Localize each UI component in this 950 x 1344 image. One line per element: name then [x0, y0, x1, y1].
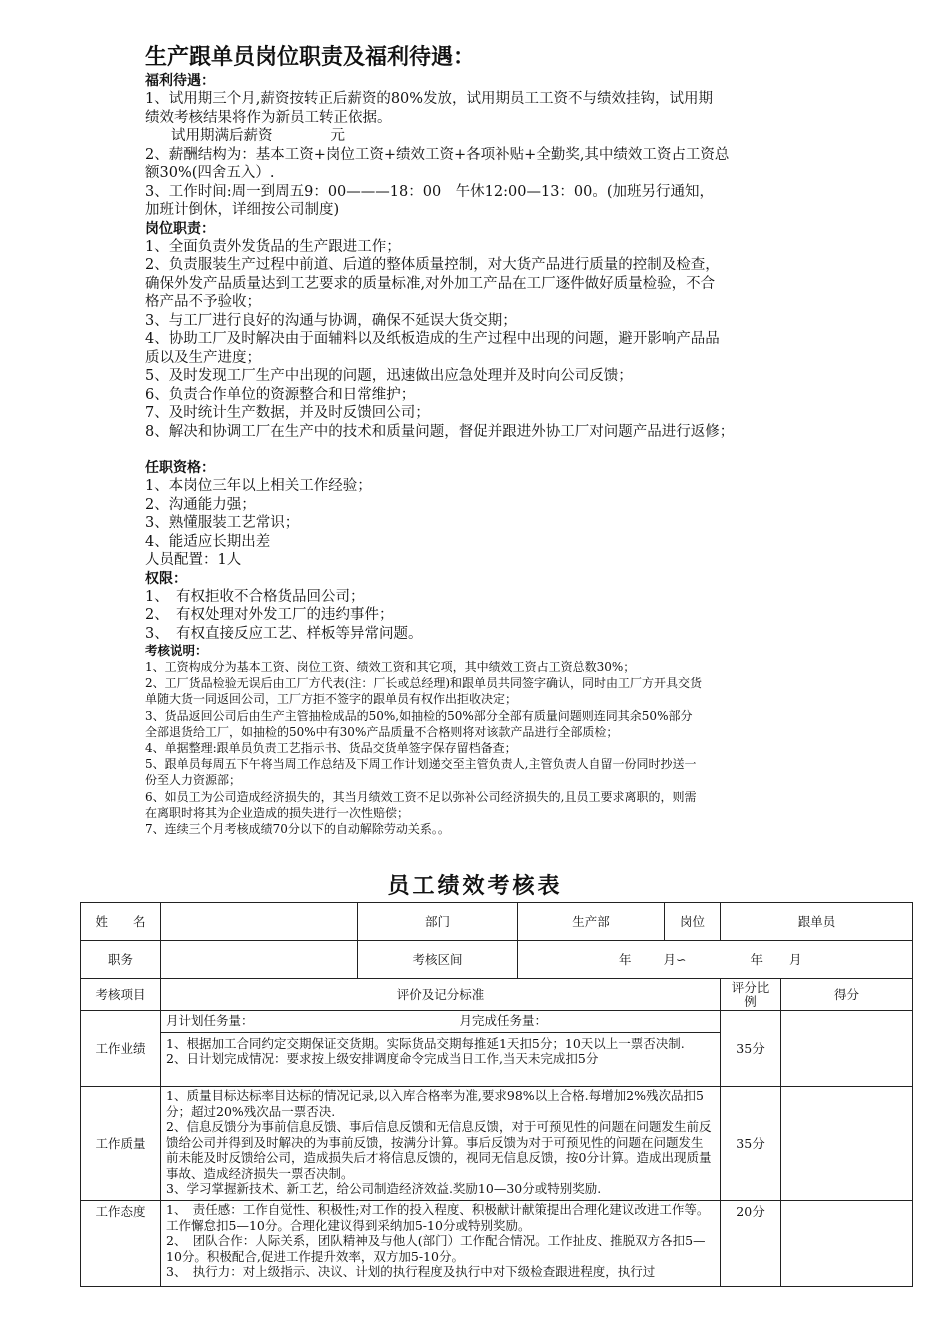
- qualification-line: 2、沟通能力强；: [145, 496, 256, 513]
- duty-line: 7、及时统计生产数据，并及时反馈回公司；: [145, 405, 430, 421]
- assessment-line: 5、跟单员每周五下午将当周工作总结及下周工作计划递交至主管负责人,主管负责人自留一份同时抄送一: [145, 757, 697, 772]
- assessment-line: 份至人力资源部；: [145, 773, 242, 788]
- duty-line: 8、解决和协调工厂在生产中的技术和质量问题，督促并跟进外协工厂对问题产品进行返修；: [145, 423, 735, 440]
- task-volume-line: [161, 1013, 720, 1033]
- post-label: 岗位: [665, 903, 721, 941]
- header-standard: 评价及记分标准: [161, 979, 721, 1011]
- duty-line: 2、负责服装生产过程中前道、后道的整体质量控制，对大货产品进行质量的控制及检查，: [145, 257, 720, 273]
- standard-performance: [161, 1011, 721, 1087]
- table-row: [81, 1011, 913, 1087]
- score-performance[interactable]: [781, 1011, 913, 1087]
- assessment-line: 在离职时将其为企业造成的损失进行一次性赔偿；: [145, 805, 410, 820]
- welfare-line: 绩效考核结果将作为新员工转正依据。: [145, 109, 392, 126]
- qualification-line: 4、能适应长期出差: [145, 533, 271, 550]
- assessment-line: 2、工厂货品检验无误后由工厂方代表(注：厂长或总经理)和跟单员共同签字确认，同时由工厂方开具交货: [145, 676, 703, 691]
- assessment-line: 单随大货一同返回公司，工厂方拒不签字的跟单员有权作出拒收决定；: [145, 692, 518, 707]
- dept-label: 部门: [358, 903, 518, 941]
- ratio-quality: 35分: [721, 1087, 781, 1201]
- standard-attitude: [161, 1201, 721, 1287]
- table-row: [81, 1087, 913, 1201]
- duty-line: 3、与工厂进行良好的沟通与协调，确保不延误大货交期；: [145, 312, 517, 329]
- header-item: 考核项目: [81, 979, 161, 1011]
- period-month-start: 月∽: [663, 951, 687, 967]
- welfare-line: 额30%(四舍五入）.: [145, 165, 275, 181]
- standard-line: 3、学习掌握新技术、新工艺，给公司制造经济效益.奖励10—30分或特别奖励.: [166, 1181, 602, 1196]
- duty-line: 格产品不予验收；: [145, 294, 261, 310]
- job-label: 职务: [81, 941, 161, 979]
- duties-heading: 岗位职责：: [145, 220, 215, 237]
- assessment-line: 全部退货给工厂，如抽检的50%中有30%产品质量不合格则将对该款产品进行全部质检；: [145, 724, 619, 739]
- standard-line: 2、日计划完成情况：要求按上级安排调度命令完成当日工作,当天未完成扣5分: [166, 1051, 599, 1066]
- duty-line: 质以及生产进度；: [145, 349, 261, 366]
- welfare-line: 2、薪酬结构为：基本工资+岗位工资+绩效工资+各项补贴+全勤奖,其中绩效工资占工资总: [145, 146, 730, 163]
- item-performance: 工作业绩: [81, 1011, 161, 1087]
- ratio-attitude: 20分: [721, 1201, 781, 1287]
- assessment-line: 6、如员工为公司造成经济损失的，其当月绩效工资不足以弥补公司经济损失的,且员工要求离职的，则需: [145, 789, 697, 804]
- standard-line: 1、质量目标达标率目达标的情况记录,以入库合格率为准,要求98%以上合格.每增加2%残次品扣5分；超过20%残次品一票否决.: [166, 1088, 704, 1119]
- assessment-heading: 考核说明：: [145, 643, 208, 658]
- period-value[interactable]: [518, 941, 913, 979]
- qualifications-heading: 任职资格：: [145, 460, 215, 476]
- table-header-row: [81, 979, 913, 1011]
- score-attitude[interactable]: [781, 1201, 913, 1287]
- dept-value: 生产部: [518, 903, 665, 941]
- duty-line: 4、协助工厂及时解决由于面辅料以及纸板造成的生产过程中出现的问题，避开影响产品品: [145, 331, 720, 347]
- table-row: [81, 903, 913, 941]
- header-score: 得分: [781, 979, 913, 1011]
- post-value: 跟单员: [721, 903, 913, 941]
- plan-task-label: 月计划任务量：: [166, 1013, 254, 1028]
- standard-line: 2、 团队合作：人际关系，团队精神及与他人(部门）工作配合情况。工作扯皮、推脱双方各扣5—10分。积极配合,促进工作提升效率，双方加5-10分。: [166, 1233, 706, 1264]
- standard-line: 1、 责任感：工作自觉性、积极性;对工作的投入程度、积极献计献策提出合理化建议改进工作等。工作懈怠扣5—10分。合理化建议得到采纳加5-10分或特别奖励。: [166, 1202, 710, 1233]
- table-row: [81, 941, 913, 979]
- period-year-end: 年: [750, 951, 764, 967]
- qualification-line: 3、熟懂服装工艺常识；: [145, 515, 300, 531]
- duty-line: 6、负责合作单位的资源整合和日常维护；: [145, 386, 416, 403]
- authority-line: 3、 有权直接反应工艺、样板等异常问题。: [145, 625, 423, 642]
- welfare-line: 试用期满后薪资 元: [171, 128, 345, 144]
- staffing-line: 人员配置：1人: [145, 552, 242, 568]
- welfare-line: 3、工作时间:周一到周五9：00———18：00 午休12:00—13：00。(加班另行通知，: [145, 183, 715, 200]
- done-task-label: 月完成任务量：: [459, 1013, 548, 1028]
- assessment-line: 1、工资构成分为基本工资、岗位工资、绩效工资和其它项，其中绩效工资占工资总数30%；: [145, 660, 636, 674]
- table-title: 员工绩效考核表: [387, 874, 563, 899]
- score-quality[interactable]: [781, 1087, 913, 1201]
- job-value-cell[interactable]: [161, 941, 358, 979]
- name-value-cell[interactable]: [161, 903, 358, 941]
- standard-line: 2、信息反馈分为事前信息反馈、事后信息反馈和无信息反馈，对于可预见性的问题在问题发生前反馈给公司并得到及时解决的为事前反馈，按满分计算。事后反馈为对于可预见性的问题在问题发生前未能及时反馈给公司，造成损失后才将信息反馈的，视同无信息反馈，按0分计算。造成出现质量事故、造成经济损失一票否决制。: [166, 1119, 712, 1181]
- welfare-line: 加班计倒休，详细按公司制度): [145, 202, 340, 218]
- period-month-end: 月: [789, 951, 802, 967]
- authority-line: 2、 有权处理对外发工厂的违约事件；: [145, 607, 394, 623]
- header-ratio: 评分比例: [721, 979, 781, 1011]
- authority-heading: 权限：: [145, 570, 187, 587]
- item-attitude: 工作态度: [81, 1201, 161, 1287]
- name-label: 姓 名: [81, 903, 161, 941]
- authority-line: 1、 有权拒收不合格货品回公司；: [145, 588, 365, 605]
- standard-line: 3、 执行力：对上级指示、决议、计划的执行程度及执行中对下级检查跟进程度，执行过: [166, 1264, 656, 1279]
- standard-line: 1、根据加工合同约定交期保证交货期。实际货品交期每推延1天扣5分；10天以上一票否决制.: [166, 1035, 685, 1051]
- qualification-line: 1、本岗位三年以上相关工作经验；: [145, 478, 372, 494]
- standard-quality: [161, 1087, 721, 1201]
- duty-line: 1、全面负责外发货品的生产跟进工作；: [145, 238, 401, 255]
- duty-line: 5、及时发现工厂生产中出现的问题，迅速做出应急处理并及时向公司反馈；: [145, 368, 633, 384]
- item-quality: 工作质量: [81, 1087, 161, 1201]
- page-title: 生产跟单员岗位职责及福利待遇：: [145, 45, 476, 70]
- period-label: 考核区间: [358, 941, 518, 979]
- ratio-performance: 35分: [721, 1011, 781, 1087]
- period-year-start: 年: [619, 951, 632, 967]
- assessment-line: 3、货品返回公司后由生产主管抽检成品的50%,如抽检的50%部分全部有质量问题则连同其余50%部分: [145, 708, 693, 723]
- welfare-heading: 福利待遇：: [145, 73, 215, 89]
- welfare-line: 1、试用期三个月,薪资按转正后薪资的80%发放，试用期员工工资不与绩效挂钩，试用期: [145, 91, 714, 107]
- performance-table: [80, 902, 913, 1287]
- assessment-line: 7、连续三个月考核成绩70分以下的自动解除劳动关系。。: [145, 822, 450, 837]
- table-row: [81, 1201, 913, 1287]
- duty-line: 确保外发产品质量达到工艺要求的质量标准,对外加工产品在工厂逐件做好质量检验，不合: [145, 275, 716, 292]
- document-body: [145, 44, 825, 837]
- assessment-line: 4、单据整理:跟单员负责工艺指示书、货品交货单签字保存留档备查；: [145, 741, 517, 756]
